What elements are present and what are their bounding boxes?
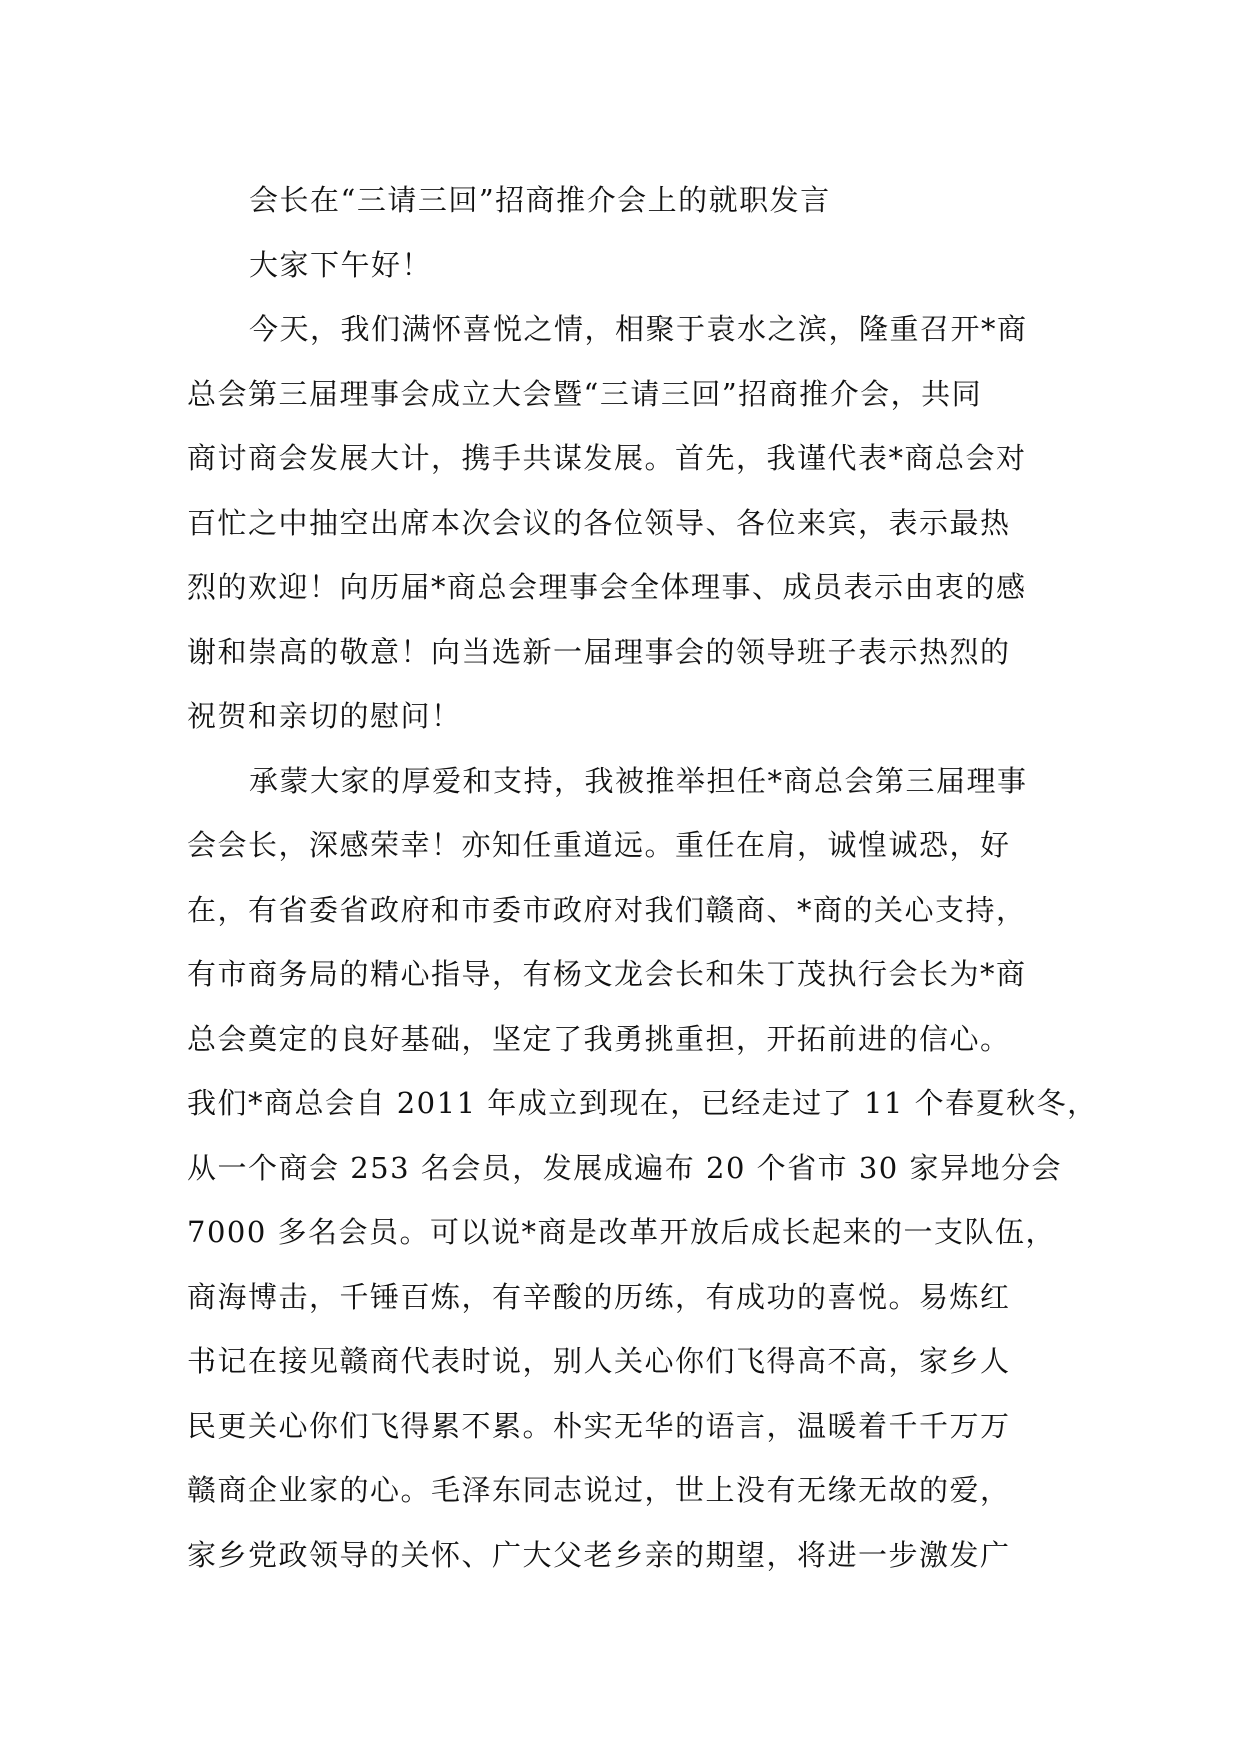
- paragraph-1-line: 谢和崇高的敬意！向当选新一届理事会的领导班子表示热烈的: [187, 634, 1011, 669]
- document-title: 会长在“三请三回”招商推介会上的就职发言: [249, 183, 831, 217]
- paragraph-2-line: 家乡党政领导的关怀、广大父老乡亲的期望，将进一步激发广: [187, 1537, 1011, 1572]
- paragraph-2-line: 民更关心你们飞得累不累。朴实无华的语言，温暖着千千万万: [187, 1408, 1011, 1443]
- paragraph-2-line: 7000 多名会员。可以说*商是改革开放后成长起来的一支队伍，: [187, 1215, 1057, 1249]
- paragraph-1-line: 祝贺和亲切的慰问！: [187, 699, 462, 733]
- paragraph-1-line: 商讨商会发展大计，携手共谋发展。首先，我谨代表*商总会对: [187, 441, 1027, 475]
- paragraph-1-line: 总会第三届理事会成立大会暨“三请三回”招商推介会，共同: [187, 376, 983, 411]
- paragraph-2-line: 在，有省委省政府和市委市政府对我们赣商、*商的关心支持，: [187, 892, 1027, 927]
- paragraph-2-line: 会会长，深感荣幸！亦知任重道远。重任在肩，诚惶诚恐，好: [187, 828, 1011, 862]
- paragraph-2-line: 商海博击，千锤百炼，有辛酸的历练，有成功的喜悦。易炼红: [187, 1279, 1011, 1314]
- paragraph-2-line: 我们*商总会自 2011 年成立到现在，已经走过了 11 个春夏秋冬，: [187, 1086, 1098, 1120]
- paragraph-1-line: 百忙之中抽空出席本次会议的各位领导、各位来宾，表示最热: [187, 505, 1011, 540]
- paragraph-2-line: 赣商企业家的心。毛泽东同志说过，世上没有无缘无故的爱，: [187, 1473, 1011, 1507]
- paragraph-2-line: 有市商务局的精心指导，有杨文龙会长和朱丁茂执行会长为*商: [187, 957, 1027, 991]
- paragraph-1-line: 烈的欢迎！向历届*商总会理事会全体理事、成员表示由衷的感: [187, 570, 1027, 604]
- paragraph-2-line: 从一个商会 253 名会员，发展成遍布 20 个省市 30 家异地分会: [187, 1150, 1062, 1185]
- paragraph-2-line: 承蒙大家的厚爱和支持，我被推举担任*商总会第三届理事: [249, 763, 1028, 798]
- paragraph-2-line: 总会奠定的良好基础，坚定了我勇挑重担，开拓前进的信心。: [187, 1021, 1011, 1056]
- greeting-line: 大家下午好！: [249, 247, 433, 282]
- paragraph-1-line: 今天，我们满怀喜悦之情，相聚于袁水之滨，隆重召开*商: [249, 312, 1028, 346]
- document-body: [187, 168, 1098, 1587]
- paragraph-2-line: 书记在接见赣商代表时说，别人关心你们飞得高不高，家乡人: [187, 1344, 1011, 1378]
